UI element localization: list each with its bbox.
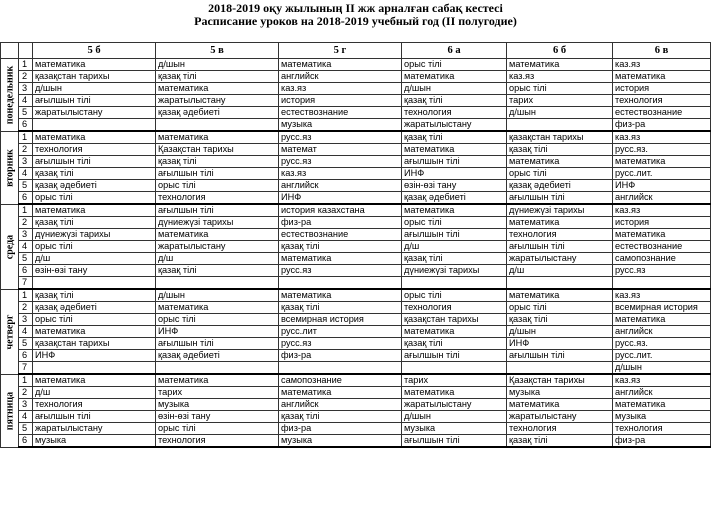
day-cell	[1, 204, 19, 289]
subject-cell: ағылшын тілі	[402, 229, 507, 241]
subject-cell: математика	[156, 229, 279, 241]
subject-cell: английск	[279, 180, 402, 192]
subject-cell: математика	[613, 71, 711, 83]
subject-cell: ағылшын тілі	[33, 156, 156, 168]
subject-cell: технология	[156, 192, 279, 205]
day-cell	[1, 131, 19, 204]
subject-cell: дүниежүзі тарихы	[33, 229, 156, 241]
subject-cell: история	[613, 83, 711, 95]
lesson-row	[1, 168, 711, 180]
subject-cell: орыс тілі	[33, 241, 156, 253]
subject-cell	[33, 362, 156, 375]
subject-cell: қазақ әдебиеті	[156, 350, 279, 362]
subject-cell: история	[279, 95, 402, 107]
lesson-row	[1, 83, 711, 95]
day-name: четверг	[4, 314, 15, 349]
class-header: 6 б	[507, 43, 613, 59]
subject-cell: математика	[33, 59, 156, 71]
lesson-row	[1, 192, 711, 205]
subject-cell: д/шын	[507, 326, 613, 338]
subject-cell: қазақ әдебиеті	[156, 107, 279, 119]
title-kazakh: 2018-2019 оқу жылының II жж арналған сабақ кестесі	[208, 1, 503, 15]
subject-cell: тарих	[507, 95, 613, 107]
subject-cell: русс.яз.	[613, 144, 711, 156]
lesson-row	[1, 326, 711, 338]
subject-cell: каз.яз	[613, 374, 711, 387]
subject-cell: орыс тілі	[156, 314, 279, 326]
lesson-row	[1, 156, 711, 168]
subject-cell: жаратылыстану	[402, 399, 507, 411]
lesson-number: 4	[19, 95, 33, 107]
subject-cell: орыс тілі	[156, 180, 279, 192]
lesson-number: 1	[19, 204, 33, 217]
lesson-number: 3	[19, 156, 33, 168]
subject-cell: д/ш	[507, 265, 613, 277]
lesson-number: 6	[19, 265, 33, 277]
subject-cell: жаратылыстану	[156, 95, 279, 107]
subject-cell: математика	[156, 374, 279, 387]
subject-cell: история	[613, 217, 711, 229]
subject-cell	[156, 362, 279, 375]
subject-cell: қазақ тілі	[507, 435, 613, 448]
subject-cell: технология	[613, 95, 711, 107]
lesson-number: 5	[19, 423, 33, 435]
header-row	[1, 43, 711, 59]
subject-cell: музыка	[279, 119, 402, 132]
lesson-row	[1, 277, 711, 290]
subject-cell: технология	[507, 423, 613, 435]
subject-cell: қазақстан тарихы	[33, 338, 156, 350]
subject-cell	[507, 119, 613, 132]
subject-cell	[507, 277, 613, 290]
subject-cell: қазақ тілі	[156, 265, 279, 277]
subject-cell: музыка	[279, 435, 402, 448]
subject-cell: д/шын	[507, 107, 613, 119]
lesson-row	[1, 362, 711, 375]
subject-cell: ағылшын тілі	[156, 338, 279, 350]
subject-cell: английск	[613, 192, 711, 205]
subject-cell: математика	[33, 326, 156, 338]
subject-cell: қазақ әдебиеті	[33, 302, 156, 314]
subject-cell: қазақ әдебиеті	[33, 180, 156, 192]
lesson-row	[1, 59, 711, 71]
subject-cell: математика	[507, 289, 613, 302]
subject-cell: музыка	[156, 399, 279, 411]
lesson-row	[1, 411, 711, 423]
subject-cell: русс.яз	[279, 131, 402, 144]
lesson-number: 7	[19, 362, 33, 375]
subject-cell: орыс тілі	[507, 302, 613, 314]
subject-cell: технология	[33, 399, 156, 411]
lesson-row	[1, 338, 711, 350]
corner-cell	[19, 43, 33, 59]
subject-cell: д/ш	[156, 253, 279, 265]
lesson-row	[1, 204, 711, 217]
subject-cell: жаратылыстану	[33, 423, 156, 435]
lesson-number: 2	[19, 302, 33, 314]
subject-cell: физ-ра	[279, 217, 402, 229]
subject-cell: орыс тілі	[507, 83, 613, 95]
subject-cell: английск	[279, 399, 402, 411]
subject-cell: английск	[613, 387, 711, 399]
subject-cell: қазақ тілі	[156, 71, 279, 83]
subject-cell: ағылшын тілі	[402, 350, 507, 362]
subject-cell: русс.яз	[279, 265, 402, 277]
subject-cell: математика	[507, 217, 613, 229]
subject-cell: самопознание	[279, 374, 402, 387]
lesson-row	[1, 180, 711, 192]
lesson-number: 5	[19, 338, 33, 350]
subject-cell: қазақ тілі	[507, 314, 613, 326]
subject-cell: технология	[402, 107, 507, 119]
subject-cell: русс.яз	[279, 338, 402, 350]
subject-cell: ағылшын тілі	[507, 350, 613, 362]
subject-cell: дүниежүзі тарихы	[507, 204, 613, 217]
corner-cell	[1, 43, 19, 59]
subject-cell	[613, 277, 711, 290]
class-header: 5 б	[33, 43, 156, 59]
subject-cell: естествознание	[279, 229, 402, 241]
subject-cell: самопознание	[613, 253, 711, 265]
subject-cell: орыс тілі	[33, 192, 156, 205]
subject-cell: математика	[507, 399, 613, 411]
lesson-number: 4	[19, 168, 33, 180]
subject-cell: ағылшын тілі	[402, 156, 507, 168]
subject-cell: ағылшын тілі	[156, 204, 279, 217]
subject-cell: д/ш	[402, 241, 507, 253]
lesson-number: 6	[19, 350, 33, 362]
subject-cell: технология	[33, 144, 156, 156]
subject-cell: естествознание	[613, 241, 711, 253]
subject-cell: өзін-өзі тану	[402, 180, 507, 192]
subject-cell: ағылшын тілі	[507, 241, 613, 253]
lesson-row	[1, 289, 711, 302]
subject-cell: математика	[402, 71, 507, 83]
subject-cell: өзін-өзі тану	[156, 411, 279, 423]
lesson-number: 3	[19, 314, 33, 326]
subject-cell: математика	[507, 156, 613, 168]
subject-cell: каз.яз	[507, 71, 613, 83]
subject-cell: өзін-өзі тану	[33, 265, 156, 277]
subject-cell: ИНФ	[156, 326, 279, 338]
subject-cell: ағылшын тілі	[33, 411, 156, 423]
subject-cell: ИНФ	[402, 168, 507, 180]
subject-cell	[507, 362, 613, 375]
subject-cell: Қазақстан тарихы	[156, 144, 279, 156]
subject-cell: жаратылыстану	[507, 253, 613, 265]
subject-cell: физ-ра	[279, 423, 402, 435]
lesson-row	[1, 435, 711, 448]
subject-cell	[156, 277, 279, 290]
subject-cell: естествознание	[613, 107, 711, 119]
subject-cell: қазақ тілі	[402, 95, 507, 107]
lesson-row	[1, 107, 711, 119]
subject-cell: д/ш	[33, 387, 156, 399]
lesson-row	[1, 302, 711, 314]
subject-cell: ИНФ	[613, 180, 711, 192]
lesson-number: 4	[19, 241, 33, 253]
subject-cell: математика	[33, 131, 156, 144]
lesson-row	[1, 253, 711, 265]
subject-cell: история казахстана	[279, 204, 402, 217]
subject-cell: д/шын	[33, 83, 156, 95]
subject-cell: қазақ әдебиеті	[402, 192, 507, 205]
subject-cell	[156, 119, 279, 132]
lesson-number: 6	[19, 435, 33, 448]
subject-cell: жаратылыстану	[507, 411, 613, 423]
lesson-row	[1, 399, 711, 411]
subject-cell: жаратылыстану	[156, 241, 279, 253]
subject-cell: д/шын	[402, 83, 507, 95]
lesson-number: 1	[19, 59, 33, 71]
lesson-row	[1, 265, 711, 277]
subject-cell: русс.лит.	[613, 168, 711, 180]
class-header: 6 а	[402, 43, 507, 59]
subject-cell: орыс тілі	[402, 59, 507, 71]
subject-cell: қазақ тілі	[507, 144, 613, 156]
subject-cell: математика	[156, 302, 279, 314]
subject-cell: технология	[613, 423, 711, 435]
subject-cell: математика	[507, 59, 613, 71]
lesson-number: 5	[19, 107, 33, 119]
day-name: пятница	[4, 391, 15, 430]
subject-cell: орыс тілі	[402, 289, 507, 302]
subject-cell: қазақ тілі	[33, 289, 156, 302]
subject-cell: математ	[279, 144, 402, 156]
subject-cell: жаратылыстану	[33, 107, 156, 119]
subject-cell: ағылшын тілі	[156, 168, 279, 180]
lesson-number: 3	[19, 399, 33, 411]
lesson-row	[1, 350, 711, 362]
subject-cell: қазақ тілі	[279, 411, 402, 423]
lesson-number: 2	[19, 387, 33, 399]
subject-cell: русс.лит	[279, 326, 402, 338]
subject-cell: музыка	[613, 411, 711, 423]
subject-cell: русс.лит.	[613, 350, 711, 362]
title-russian: Расписание уроков на 2018-2019 учебный год (II полугодие)	[194, 14, 517, 28]
subject-cell: математика	[402, 326, 507, 338]
class-header: 6 в	[613, 43, 711, 59]
subject-cell: каз.яз	[613, 204, 711, 217]
subject-cell: д/шын	[156, 59, 279, 71]
subject-cell: каз.яз	[613, 289, 711, 302]
lesson-number: 5	[19, 180, 33, 192]
subject-cell: ағылшын тілі	[507, 192, 613, 205]
subject-cell: д/шын	[613, 362, 711, 375]
subject-cell: математика	[613, 229, 711, 241]
day-name: вторник	[4, 148, 15, 187]
subject-cell: музыка	[402, 423, 507, 435]
subject-cell: каз.яз	[613, 59, 711, 71]
subject-cell: всемирная история	[279, 314, 402, 326]
subject-cell: английск	[279, 71, 402, 83]
subject-cell: орыс тілі	[156, 423, 279, 435]
subject-cell: орыс тілі	[402, 217, 507, 229]
subject-cell: қазақ тілі	[33, 168, 156, 180]
subject-cell: математика	[33, 374, 156, 387]
subject-cell: математика	[402, 204, 507, 217]
subject-cell: естествознание	[279, 107, 402, 119]
subject-cell: қазақ тілі	[402, 338, 507, 350]
schedule-table	[0, 42, 711, 448]
lesson-row	[1, 374, 711, 387]
subject-cell: ИНФ	[33, 350, 156, 362]
subject-cell: музыка	[33, 435, 156, 448]
subject-cell: қазақ тілі	[279, 302, 402, 314]
lesson-number: 1	[19, 131, 33, 144]
subject-cell: технология	[507, 229, 613, 241]
day-name: среда	[4, 234, 15, 259]
subject-cell: каз.яз	[279, 168, 402, 180]
lesson-number: 2	[19, 144, 33, 156]
subject-cell	[279, 277, 402, 290]
subject-cell: қазақ тілі	[156, 156, 279, 168]
lesson-number: 3	[19, 229, 33, 241]
subject-cell: математика	[156, 131, 279, 144]
lesson-row	[1, 131, 711, 144]
lesson-number: 6	[19, 119, 33, 132]
subject-cell: ИНФ	[507, 338, 613, 350]
day-name: понедельник	[4, 65, 15, 125]
subject-cell: тарих	[402, 374, 507, 387]
subject-cell: математика	[156, 83, 279, 95]
subject-cell: д/ш	[33, 253, 156, 265]
subject-cell: английск	[613, 326, 711, 338]
lesson-row	[1, 217, 711, 229]
day-cell	[1, 374, 19, 447]
lesson-row	[1, 314, 711, 326]
lesson-number: 4	[19, 411, 33, 423]
subject-cell: математика	[279, 289, 402, 302]
subject-cell: қазақ тілі	[279, 241, 402, 253]
lesson-number: 2	[19, 217, 33, 229]
subject-cell: қазақстан тарихы	[33, 71, 156, 83]
subject-cell: русс.яз	[613, 265, 711, 277]
subject-cell: математика	[613, 314, 711, 326]
subject-cell: каз.яз	[279, 83, 402, 95]
subject-cell: математика	[279, 387, 402, 399]
subject-cell: физ-ра	[613, 435, 711, 448]
subject-cell: қазақстан тарихы	[507, 131, 613, 144]
lesson-row	[1, 241, 711, 253]
subject-cell: орыс тілі	[33, 314, 156, 326]
subject-cell: дүниежүзі тарихы	[402, 265, 507, 277]
lesson-number: 5	[19, 253, 33, 265]
title-block	[0, 0, 711, 28]
subject-cell: ағылшын тілі	[402, 435, 507, 448]
subject-cell: технология	[402, 302, 507, 314]
day-cell	[1, 289, 19, 374]
lesson-row	[1, 95, 711, 107]
lesson-number: 6	[19, 192, 33, 205]
subject-cell: ИНФ	[279, 192, 402, 205]
subject-cell: математика	[402, 144, 507, 156]
subject-cell	[402, 362, 507, 375]
subject-cell	[33, 277, 156, 290]
subject-cell: орыс тілі	[507, 168, 613, 180]
lesson-row	[1, 229, 711, 241]
subject-cell: физ-ра	[279, 350, 402, 362]
subject-cell	[279, 362, 402, 375]
lesson-row	[1, 119, 711, 132]
subject-cell: математика	[613, 156, 711, 168]
subject-cell: каз.яз	[613, 131, 711, 144]
subject-cell: музыка	[507, 387, 613, 399]
subject-cell: тарих	[156, 387, 279, 399]
subject-cell: қазақстан тарихы	[402, 314, 507, 326]
lesson-number: 3	[19, 83, 33, 95]
lesson-row	[1, 423, 711, 435]
subject-cell: технология	[156, 435, 279, 448]
subject-cell: математика	[33, 204, 156, 217]
lesson-number: 7	[19, 277, 33, 290]
class-header: 5 г	[279, 43, 402, 59]
subject-cell: физ-ра	[613, 119, 711, 132]
lesson-row	[1, 387, 711, 399]
lesson-number: 2	[19, 71, 33, 83]
subject-cell: қазақ тілі	[402, 253, 507, 265]
class-header: 5 в	[156, 43, 279, 59]
lesson-number: 1	[19, 289, 33, 302]
subject-cell: русс.яз.	[613, 338, 711, 350]
subject-cell: жаратылыстану	[402, 119, 507, 132]
subject-cell	[33, 119, 156, 132]
subject-cell: русс.яз	[279, 156, 402, 168]
subject-cell: математика	[613, 399, 711, 411]
subject-cell: всемирная история	[613, 302, 711, 314]
lesson-number: 4	[19, 326, 33, 338]
day-cell	[1, 59, 19, 132]
subject-cell: ағылшын тілі	[33, 95, 156, 107]
subject-cell: Қазақстан тарихы	[507, 374, 613, 387]
subject-cell: қазақ тілі	[33, 217, 156, 229]
subject-cell: математика	[279, 59, 402, 71]
subject-cell: математика	[279, 253, 402, 265]
subject-cell: қазақ әдебиеті	[507, 180, 613, 192]
subject-cell: д/шын	[402, 411, 507, 423]
lesson-row	[1, 144, 711, 156]
subject-cell: д/шын	[156, 289, 279, 302]
subject-cell: дүниежүзі тарихы	[156, 217, 279, 229]
lesson-number: 1	[19, 374, 33, 387]
subject-cell: қазақ тілі	[402, 131, 507, 144]
subject-cell: математика	[402, 387, 507, 399]
lesson-row	[1, 71, 711, 83]
subject-cell	[402, 277, 507, 290]
